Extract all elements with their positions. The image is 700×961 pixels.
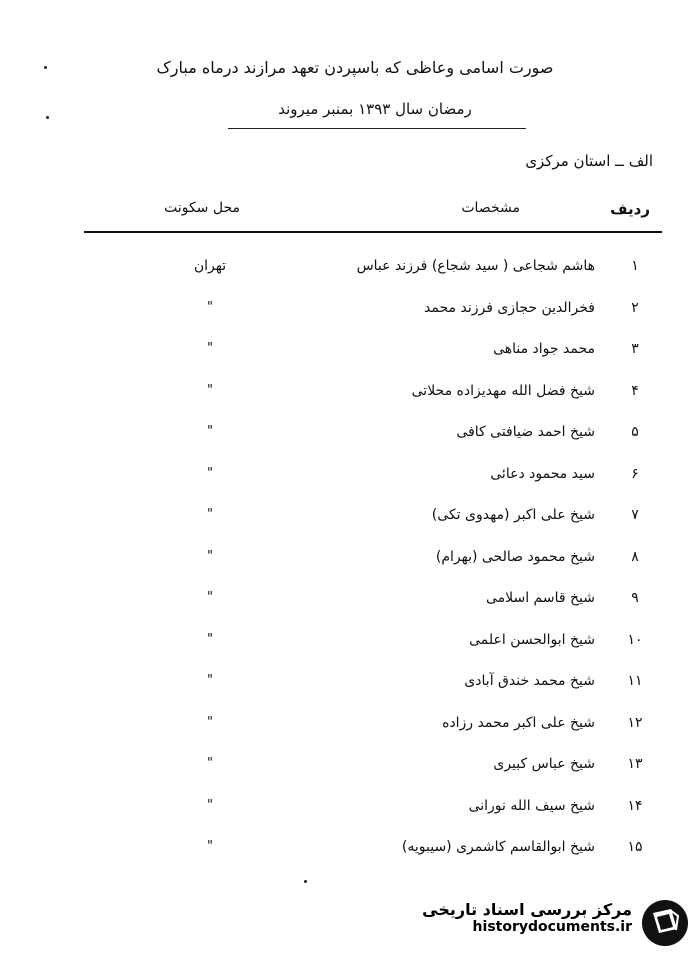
row-name: شیخ علی اکبر (مهدوی تکی) <box>431 507 595 523</box>
row-place: " <box>207 341 213 356</box>
row-number: ۱۳ <box>627 756 643 772</box>
scan-speck <box>304 880 307 883</box>
row-name: شیخ ابوالحسن اعلمی <box>469 632 595 648</box>
table-row <box>0 383 700 413</box>
row-place: " <box>207 839 213 854</box>
row-place: " <box>207 383 213 398</box>
row-number: ۱۱ <box>627 673 643 689</box>
table-row <box>0 798 700 828</box>
row-place: " <box>207 466 213 481</box>
table-row <box>0 590 700 620</box>
row-place: " <box>207 632 213 647</box>
row-number: ۴ <box>631 383 639 399</box>
row-name: شیخ سیف الله نورانی <box>468 798 595 814</box>
table-row <box>0 839 700 869</box>
row-name: شیخ فضل الله مهدیزاده محلاتی <box>411 383 595 399</box>
row-place: تهران <box>193 258 227 274</box>
row-number: ۱۲ <box>627 715 643 731</box>
row-name: شیخ محمد خندق آبادی <box>464 673 595 689</box>
table-row <box>0 715 700 745</box>
row-number: ۹ <box>631 590 639 606</box>
row-place: " <box>207 756 213 771</box>
column-header-row: ردیف <box>610 200 650 218</box>
row-number: ۸ <box>631 549 639 565</box>
header-divider <box>84 231 662 233</box>
document-subtitle: رمضان سال ۱۳۹۳ بمنبر میروند <box>278 100 472 118</box>
table-row <box>0 258 700 288</box>
watermark-site: historydocuments.ir <box>472 919 632 935</box>
watermark <box>408 892 698 958</box>
row-name: شیخ ابوالقاسم کاشمری (سیبویه) <box>401 839 595 855</box>
row-number: ۱۰ <box>627 632 643 648</box>
subtitle-underline <box>228 128 526 129</box>
row-place: " <box>207 798 213 813</box>
row-name: محمد جواد مناهی <box>493 341 595 357</box>
row-number: ۵ <box>631 424 639 440</box>
row-place: " <box>207 300 213 315</box>
watermark-text <box>422 900 632 935</box>
section-heading: الف ــ استان مرکزی <box>525 152 653 170</box>
table-row <box>0 424 700 454</box>
row-place: " <box>207 424 213 439</box>
table-row <box>0 673 700 703</box>
row-name: سید محمود دعائی <box>490 466 595 482</box>
row-name: شیخ قاسم اسلامی <box>485 590 595 606</box>
watermark-name: مرکز بررسی اسناد تاریخی <box>422 900 632 919</box>
row-number: ۱۴ <box>627 798 643 814</box>
table-row <box>0 300 700 330</box>
row-name: فخرالدین حجازی فرزند محمد <box>424 300 595 316</box>
table-row <box>0 756 700 786</box>
row-name: هاشم شجاعی ( سید شجاع) فرزند عباس <box>356 258 595 274</box>
table-row <box>0 341 700 371</box>
row-place: " <box>207 590 213 605</box>
row-name: شیخ علی اکبر محمد رزاده <box>442 715 595 731</box>
table-row <box>0 632 700 662</box>
table-row <box>0 549 700 579</box>
scan-speck <box>44 66 47 69</box>
row-name: شیخ محمود صالحی (بهرام) <box>435 549 595 565</box>
table-row <box>0 507 700 537</box>
row-place: " <box>207 715 213 730</box>
row-name: شیخ احمد ضیافتی کافی <box>456 424 595 440</box>
row-number: ۳ <box>631 341 639 357</box>
row-place: " <box>207 673 213 688</box>
row-number: ۱ <box>631 258 639 274</box>
row-place: " <box>207 507 213 522</box>
row-number: ۷ <box>631 507 639 523</box>
row-place: " <box>207 549 213 564</box>
document-title: صورت اسامی وعاظی که باسپردن تعهد مرازند درماه مبارک <box>156 58 554 77</box>
archive-logo-icon <box>640 898 690 948</box>
table-row <box>0 466 700 496</box>
column-header-place: محل سکونت <box>164 200 240 216</box>
row-number: ۲ <box>631 300 639 316</box>
row-number: ۱۵ <box>627 839 643 855</box>
row-name: شیخ عباس کبیری <box>493 756 595 772</box>
column-header-name: مشخصات <box>461 200 520 216</box>
scan-speck <box>46 116 49 119</box>
row-number: ۶ <box>631 466 639 482</box>
